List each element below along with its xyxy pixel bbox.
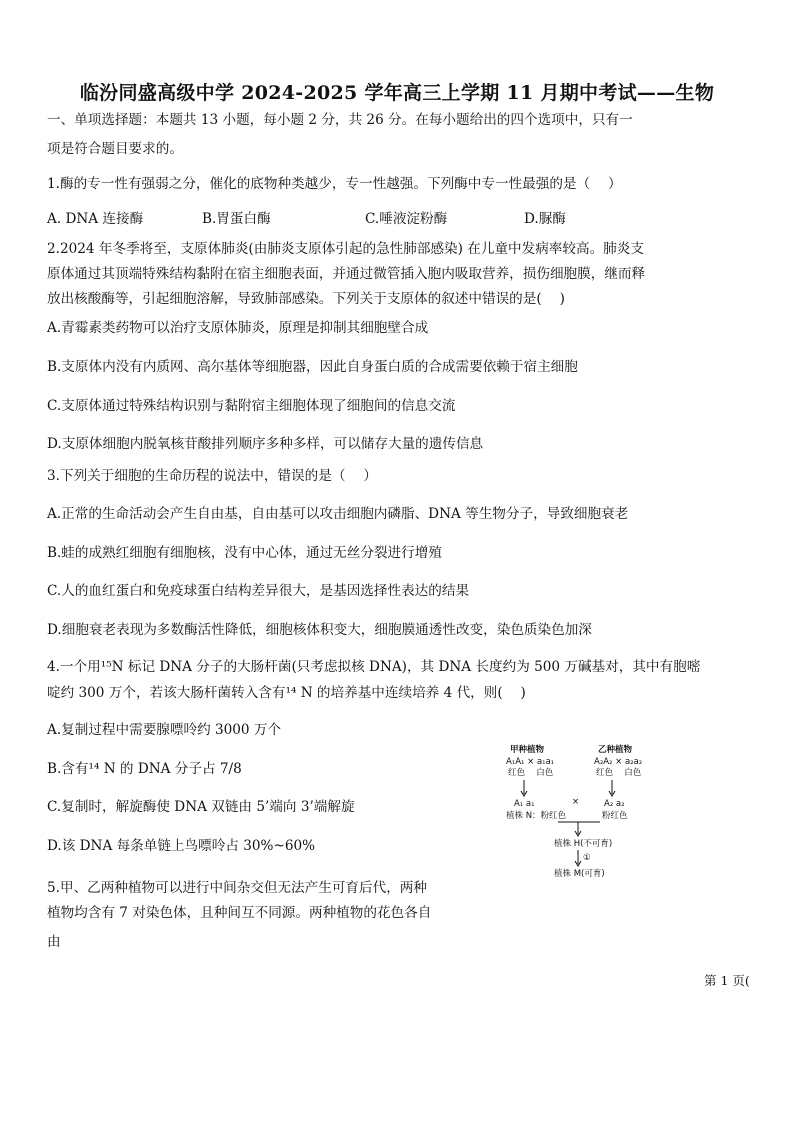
q3-stem: 3.下列关于细胞的生命历程的说法中，错误的是（ ） xyxy=(47,468,377,484)
q4-stem-line2: 啶约 300 万个，若该大肠杆菌转入含有¹⁴ N 的培养基中连续培养 4 代，则( ) xyxy=(47,685,526,701)
q4-option-b: B.含有¹⁴ N 的 DNA 分子占 7/8 xyxy=(47,761,242,777)
diagram-left-cross: A₁A₁ × a₁a₁ xyxy=(506,757,555,767)
diagram-left-colors: 红色 白色 xyxy=(508,768,554,778)
q3-option-a: A.正常的生命活动会产生自由基，自由基可以攻击细胞内磷脂、DNA 等生物分子，导致细胞衰老 xyxy=(47,506,629,522)
q3-option-b: B.蛙的成熟红细胞有细胞核，没有中心体，通过无丝分裂进行增殖 xyxy=(47,545,442,561)
diagram-left-f1: A₁ a₁ xyxy=(514,799,535,809)
q2-option-c: C.支原体通过特殊结构识别与黏附宿主细胞体现了细胞间的信息交流 xyxy=(47,398,456,414)
q2-stem-line3: 放出核酸酶等，引起细胞溶解，导致肺部感染。下列关于支原体的叙述中错误的是( ) xyxy=(47,291,565,307)
q4-option-d: D.该 DNA 每条单链上鸟嘌呤占 30%~60% xyxy=(47,838,316,854)
q2-stem-line2: 原体通过其顶端特殊结构黏附在宿主细胞表面，并通过微管插入胞内吸取营养，损伤细胞膜，继而释 xyxy=(47,266,646,282)
diagram-plant-h: 植株 H(不可育) xyxy=(554,839,613,849)
q4-stem-line1: 4.一个用¹⁵N 标记 DNA 分子的大肠杆菌(只考虑拟核 DNA)，其 DNA 长度约为 500 万碱基对，其中有胞嘧 xyxy=(47,659,701,675)
diagram-right-colors: 红色 白色 xyxy=(596,768,642,778)
q5-stem-line1: 5.甲、乙两种植物可以进行中间杂交但无法产生可育后代，两种 xyxy=(47,880,427,896)
exam-title: 临汾同盛高级中学 2024-2025 学年高三上学期 11 月期中考试——生物 xyxy=(79,82,715,104)
q2-option-b: B.支原体内没有内质网、高尔基体等细胞器，因此自身蛋白质的合成需要依赖于宿主细胞 xyxy=(47,359,578,375)
q5-stem-line3: 由 xyxy=(47,934,61,950)
section-instructions-line1: 一、单项选择题：本题共 13 小题，每小题 2 分，共 26 分。在每小题给出的四个选项中，只有一 xyxy=(47,112,633,128)
diagram-right-title: 乙种植物 xyxy=(598,745,633,755)
q4-option-c: C.复制时，解旋酶使 DNA 双链由 5’端向 3’端解旋 xyxy=(47,799,355,815)
q2-stem-line1: 2.2024 年冬季将至，支原体肺炎(由肺炎支原体引起的急性肺部感染) 在儿童中发病率较高。肺炎支 xyxy=(47,241,644,257)
diagram-right-cross: A₂A₂ × a₂a₂ xyxy=(594,757,643,767)
q4-option-a: A.复制过程中需要腺嘌呤约 3000 万个 xyxy=(47,722,282,738)
q1-option-c: C.唾液淀粉酶 xyxy=(365,211,448,227)
page-number: 第 1 页( xyxy=(704,973,750,988)
diagram-plant-m: 植株 M(可育) xyxy=(554,869,605,879)
diagram-left-title: 甲种植物 xyxy=(510,745,545,755)
q1-option-b: B.胃蛋白酶 xyxy=(202,211,271,227)
diagram-right-plant: 粉红色 xyxy=(602,811,628,821)
diagram-cross-symbol: × xyxy=(572,797,580,807)
q5-stem-line2: 植物均含有 7 对染色体，且种间互不同源。两种植物的花色各自 xyxy=(47,905,432,921)
diagram-step-marker: ① xyxy=(583,853,591,863)
genetic-cross-diagram xyxy=(500,742,660,882)
q3-option-d: D.细胞衰老表现为多数酶活性降低，细胞核体积变大，细胞膜通透性改变，染色质染色加深 xyxy=(47,622,592,638)
q1-option-a: A. DNA 连接酶 xyxy=(47,211,144,227)
diagram-left-plant: 植株 N：粉红色 xyxy=(506,811,567,821)
diagram-right-f1: A₂ a₂ xyxy=(604,799,625,809)
q1-option-d: D.脲酶 xyxy=(524,211,566,227)
q1-stem: 1.酶的专一性有强弱之分，催化的底物种类越少，专一性越强。下列酶中专一性最强的是（ ） xyxy=(47,176,622,192)
q3-option-c: C.人的血红蛋白和免疫球蛋白结构差异很大，是基因选择性表达的结果 xyxy=(47,583,470,599)
q2-option-a: A.青霉素类药物可以治疗支原体肺炎，原理是抑制其细胞壁合成 xyxy=(47,320,429,336)
section-instructions-line2: 项是符合题目要求的。 xyxy=(47,141,183,157)
q2-option-d: D.支原体细胞内脱氧核苷酸排列顺序多种多样，可以储存大量的遗传信息 xyxy=(47,436,484,452)
